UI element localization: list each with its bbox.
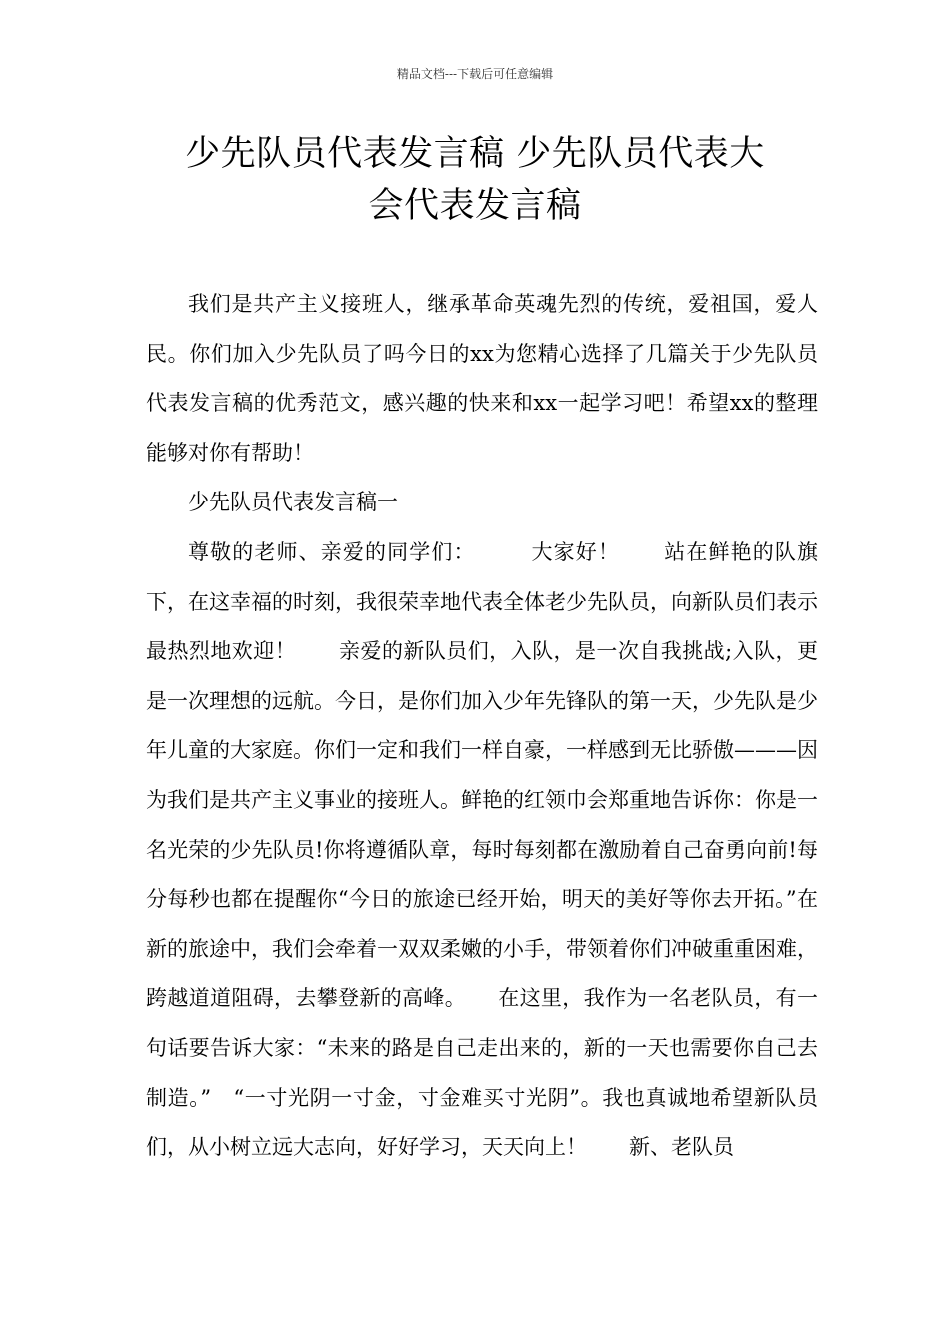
speech-paragraph: 尊敬的老师、亲爱的同学们： 大家好！ 站在鲜艳的队旗下，在这幸福的时刻，我很荣幸地代表全体老少先队员，向新队员们表示最热烈地欢迎！ 亲爱的新队员们，入队，是一次自我挑战;入队，更是一次理想的远航。今日，是你们加入少年先锋队的第一天，少先队是少年儿童的大家庭。你们一定和我们一样自豪，一样感到无比骄傲———因为我们是共产主义事业的接班人。鲜艳的红领巾会郑重地告诉你：你是一名光荣的少先队员!你将遵循队章，每时每刻都在激励着自己奋勇向前!每分每秒也都在提醒你“今日的旅途已经开始，明天的美好等你去开拓。”在新的旅途中，我们会牵着一双双柔嫩的小手，带领着你们冲破重重困难，跨越道道阻碍，去攀登新的高峰。 在这里，我作为一名老队员，有一句话要告诉大家：“未来的路是自己走出来的，新的一天也需要你自己去制造。” “一寸光阴一寸金，寸金难买寸光阴”。我也真诚地希望新队员们，从小树立远大志向，好好学习，天天向上！ 新、老队员 [146,539,818,1160]
section-heading: 少先队员代表发言稿一 [188,490,398,515]
title-line-2: 会代表发言稿 [368,186,582,226]
document-title [100,128,850,232]
title-line-1: 少先队员代表发言稿 少先队员代表大 [185,134,765,174]
intro-paragraph: 我们是共产主义接班人，继承革命英魂先烈的传统，爱祖国，爱人民。你们加入少先队员了吗今日的xx为您精心选择了几篇关于少先队员代表发言稿的优秀范文，感兴趣的快来和xx一起学习吧！希望xx的整理能够对你有帮助！ [146,292,818,465]
header-note: 精品文档---下载后可任意编辑 [396,67,554,81]
document-body [146,280,818,1173]
